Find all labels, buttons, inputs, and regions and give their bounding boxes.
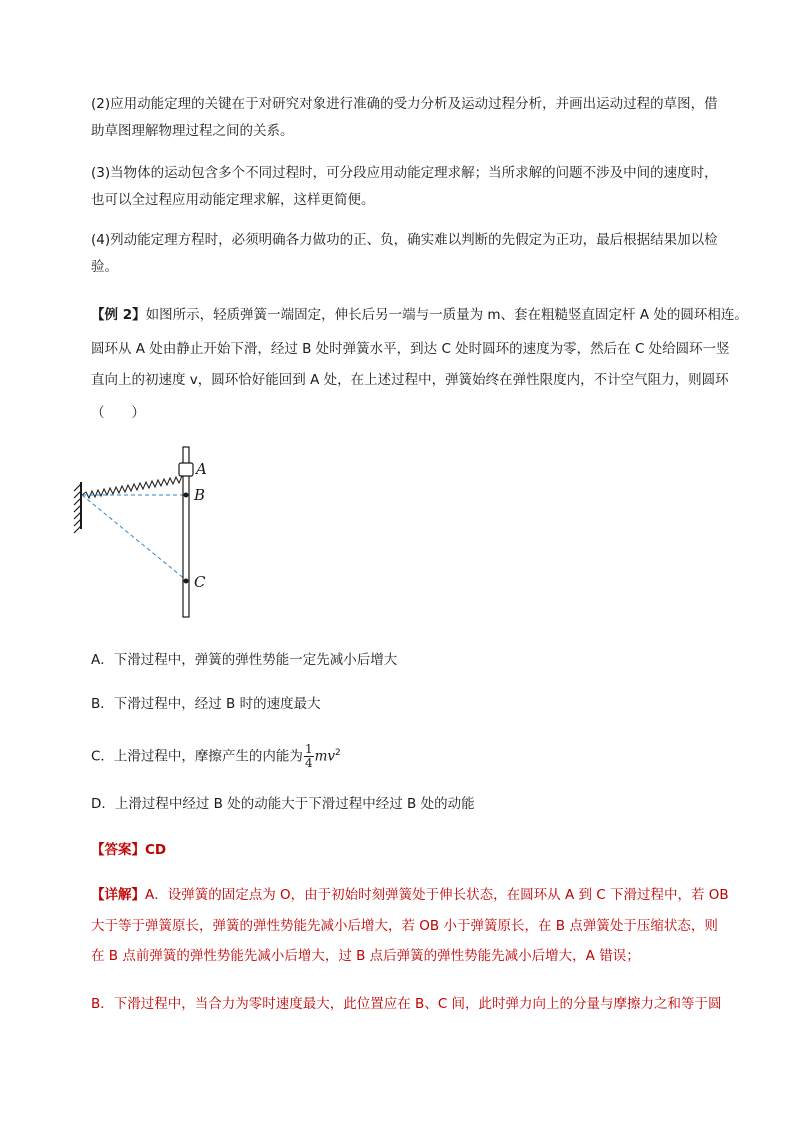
- fraction-denominator: 4: [304, 756, 313, 770]
- fraction-one-quarter: [304, 743, 314, 770]
- label-c: C: [194, 573, 206, 591]
- option-a: A．下滑过程中，弹簧的弹性势能一定先减小后增大: [91, 652, 398, 668]
- option-c-text: C．上滑过程中，摩擦产生的内能为: [91, 748, 303, 765]
- detail-line-3: 在 B 点前弹簧的弹性势能先减小后增大，过 B 点后弹簧的弹性势能先减小后增大，A 错误；: [91, 948, 640, 964]
- note-3-line-1: (3)当物体的运动包含多个不同过程时，可分段应用动能定理求解；当所求解的问题不涉及中间的速度时，: [91, 165, 718, 181]
- note-4-line-1: (4)列动能定理方程时，必须明确各力做功的正、负，确实难以判断的先假定为正功，最后根据结果加以检: [91, 232, 718, 248]
- note-4-line-2: 验。: [91, 259, 118, 275]
- example-line-2: 圆环从 A 处由静止开始下滑，经过 B 处时弹簧水平，到达 C 处时圆环的速度为零，然后在 C 处给圆环一竖: [91, 341, 730, 357]
- dashed-line-oc: [82, 495, 186, 580]
- point-b-dot: [184, 493, 189, 498]
- answer-label: 【答案】: [91, 842, 145, 858]
- point-c-dot: [184, 579, 189, 584]
- answer: [91, 838, 715, 863]
- detail-line-2: 大于等于弹簧原长，弹簧的弹性势能先减小后增大，若 OB 小于弹簧原长，在 B 点弹簧处于压缩状态，则: [91, 918, 718, 934]
- note-3-line-2: 也可以全过程应用动能定理求解，这样更简便。: [91, 192, 375, 208]
- option-d: D．上滑过程中经过 B 处的动能大于下滑过程中经过 B 处的动能: [91, 796, 475, 812]
- ring: [179, 463, 193, 476]
- spring: [82, 474, 182, 498]
- example-tag: 【例 2】: [91, 307, 146, 323]
- example-line-1: [91, 303, 748, 328]
- fraction-numerator: 1: [304, 742, 313, 756]
- label-a: A: [196, 460, 207, 478]
- wall-hatching: [74, 484, 81, 533]
- exponent: 2: [335, 748, 341, 758]
- detail-label: 【详解】: [91, 887, 145, 903]
- example-line-3: 直向上的初速度 v，圆环恰好能回到 A 处，在上述过程中，弹簧始终在弹性限度内，不计空气阻力，则圆环: [91, 372, 729, 388]
- example-text-1: 如图所示，轻质弹簧一端固定，伸长后另一端与一质量为 m、套在粗糙竖直固定杆 A 处的圆环相连。: [145, 307, 748, 323]
- option-b: B．下滑过程中，经过 B 时的速度最大: [91, 696, 321, 712]
- label-b: B: [194, 486, 206, 504]
- option-c: [91, 741, 715, 770]
- note-2-line-1: (2)应用动能定理的关键在于对研究对象进行准确的受力分析及运动过程分析，并画出运动过程的草图，借: [91, 96, 718, 112]
- answer-value: CD: [145, 842, 167, 858]
- detail-line-4: B．下滑过程中，当合力为零时速度最大，此位置应在 B、C 间，此时弹力向上的分量与摩擦力之和等于圆: [91, 996, 722, 1012]
- expression-mv: mv: [314, 748, 336, 765]
- detail-text-1: A．设弹簧的固定点为 O，由于初始时刻弹簧处于伸长状态，在圆环从 A 到 C 下滑过程中，若 OB: [145, 887, 729, 903]
- note-2-line-2: 助草图理解物理过程之间的关系。: [91, 123, 294, 139]
- example-line-4: （ ）: [91, 405, 145, 421]
- spring-rod-figure: [70, 440, 220, 625]
- detail-line-1: [91, 883, 729, 908]
